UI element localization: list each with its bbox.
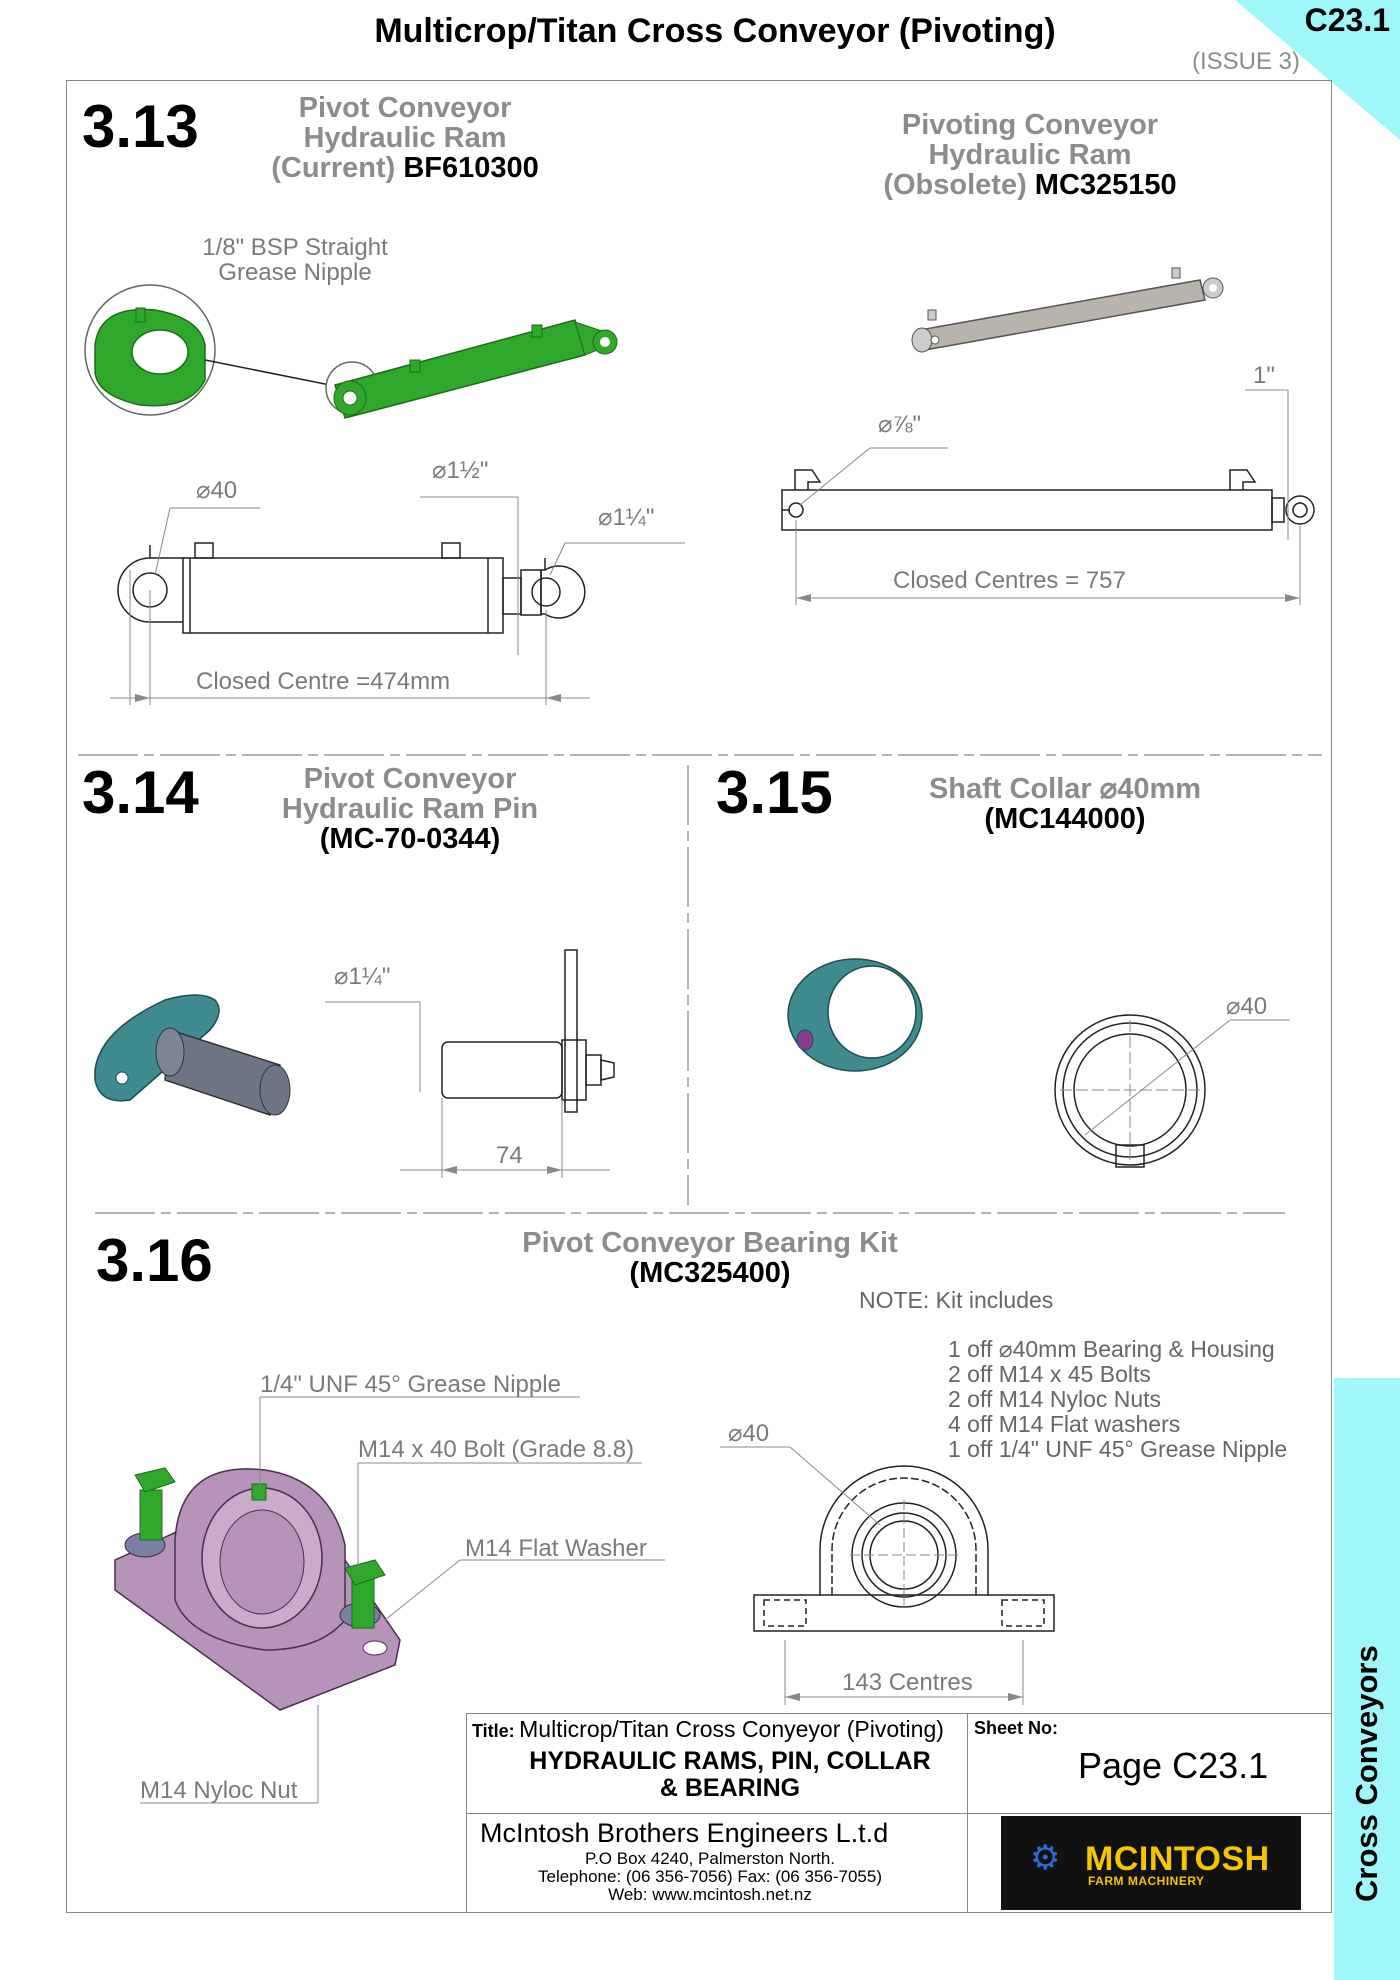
section-number-3-16: 3.16 [96, 1227, 213, 1294]
shaft-collar-part-number: (MC144000) [984, 803, 1146, 835]
website-line: Web: www.mcintosh.net.nz [608, 1885, 812, 1904]
title-block-divider-v [967, 1713, 968, 1913]
dim-pin-length: 74 [496, 1142, 523, 1169]
drawing-frame [66, 80, 1332, 1913]
phone-fax-line: Telephone: (06 356-7056) Fax: (06 356-7055) [537, 1867, 882, 1886]
dim-obsolete-pin-diameter: ⌀⅞" [878, 411, 921, 438]
title-block-main-line2: & BEARING [659, 1774, 801, 1802]
label-flat-washer: M14 Flat Washer [465, 1535, 647, 1562]
dim-current-rod-eye-diameter: ⌀1¼" [598, 504, 655, 531]
dim-pin-diameter: ⌀1¼" [334, 963, 391, 990]
bearing-kit-heading [470, 1228, 950, 1288]
logo-subtitle: FARM MACHINERY [1088, 1874, 1205, 1888]
kit-item: 2 off M14 x 45 Bolts [948, 1361, 1151, 1387]
dim-current-eye-diameter: ⌀40 [196, 477, 238, 504]
kit-item: 1 off 1/4" UNF 45° Grease Nipple [948, 1436, 1288, 1462]
kit-note: NOTE: Kit includes [859, 1287, 1054, 1313]
obsolete-ram-heading [860, 110, 1200, 200]
label-grease-nipple: 1/4" UNF 45° Grease Nipple [260, 1371, 561, 1398]
current-ram-heading-line1: Pivot Conveyor [298, 92, 512, 124]
current-ram-heading-line3 [240, 153, 570, 183]
page-title: Multicrop/Titan Cross Conveyor (Pivoting) [374, 12, 1056, 50]
sheet-code-corner: C23.1 [1304, 2, 1390, 38]
title-block-main [500, 1748, 960, 1802]
current-ram-heading [240, 93, 570, 183]
obsolete-ram-heading-line1: Pivoting Conveyor [901, 109, 1159, 141]
company-name: McIntosh Brothers Engineers L.t.d [480, 1818, 889, 1848]
title-block-main-line1: HYDRAULIC RAMS, PIN, COLLAR [529, 1747, 931, 1775]
kit-item: 4 off M14 Flat washers [948, 1411, 1181, 1437]
issue-label: (ISSUE 3) [1191, 48, 1300, 75]
bearing-kit-heading-line1: Pivot Conveyor Bearing Kit [522, 1227, 898, 1259]
obsolete-ram-status: (Obsolete) [883, 169, 1027, 201]
dim-bearing-centres: 143 Centres [842, 1669, 973, 1696]
kit-contents-list [948, 1337, 1287, 1462]
title-text: Multicrop/Titan Cross Conyeyor (Pivoting) [519, 1716, 944, 1742]
dim-obsolete-closed-centres: Closed Centres = 757 [893, 567, 1126, 594]
sheet-no-label: Sheet No: [974, 1718, 1059, 1738]
current-ram-status: (Current) [271, 152, 396, 184]
ram-pin-heading-line2: Hydraulic Ram Pin [281, 793, 539, 825]
grease-nipple-label-line2: Grease Nipple [218, 259, 372, 286]
kit-item: 1 off ⌀40mm Bearing & Housing [948, 1336, 1275, 1362]
current-ram-part-number: BF610300 [403, 152, 539, 184]
dim-bearing-bore: ⌀40 [728, 1420, 770, 1447]
obsolete-ram-heading-line2: Hydraulic Ram [928, 139, 1132, 171]
title-block-divider-h [466, 1813, 1332, 1814]
side-tab-label-wrap [1334, 1378, 1400, 1938]
side-tab-label: Cross Conveyors [1349, 1645, 1384, 1902]
section-number-3-14: 3.14 [82, 759, 199, 826]
obsolete-ram-part-number: MC325150 [1034, 169, 1177, 201]
dim-current-closed-centre: Closed Centre =474mm [196, 668, 451, 695]
shaft-collar-heading [880, 774, 1250, 834]
section-number-3-13: 3.13 [82, 93, 199, 160]
ram-pin-part-number: (MC-70-0344) [319, 823, 501, 855]
dim-obsolete-one-inch: 1" [1253, 362, 1275, 389]
dim-collar-diameter: ⌀40 [1226, 993, 1268, 1020]
obsolete-ram-heading-line3 [860, 170, 1200, 200]
current-ram-heading-line2: Hydraulic Ram [303, 122, 507, 154]
shaft-collar-heading-line1: Shaft Collar ⌀40mm [928, 773, 1202, 805]
title-label: Title: [472, 1721, 515, 1741]
ram-pin-heading [240, 764, 580, 854]
kit-item: 2 off M14 Nyloc Nuts [948, 1386, 1162, 1412]
gear-icon: ⚙ [1030, 1839, 1061, 1877]
label-nyloc-nut: M14 Nyloc Nut [140, 1777, 298, 1804]
dim-current-bore-diameter: ⌀1½" [432, 457, 489, 484]
title-block-title-row [472, 1716, 944, 1743]
grease-nipple-label-line1: 1/8" BSP Straight [202, 234, 388, 261]
ram-pin-heading-line1: Pivot Conveyor [303, 763, 517, 795]
company-address [480, 1850, 940, 1904]
sheet-page-number: Page C23.1 [1078, 1745, 1269, 1786]
grease-nipple-label [190, 235, 400, 285]
label-bolt: M14 x 40 Bolt (Grade 8.8) [358, 1436, 635, 1463]
logo-wordmark: MCINTOSH [1085, 1840, 1270, 1878]
bearing-kit-part-number: (MC325400) [629, 1257, 791, 1289]
section-number-3-15: 3.15 [716, 759, 833, 826]
address-line: P.O Box 4240, Palmerston North. [584, 1849, 836, 1868]
